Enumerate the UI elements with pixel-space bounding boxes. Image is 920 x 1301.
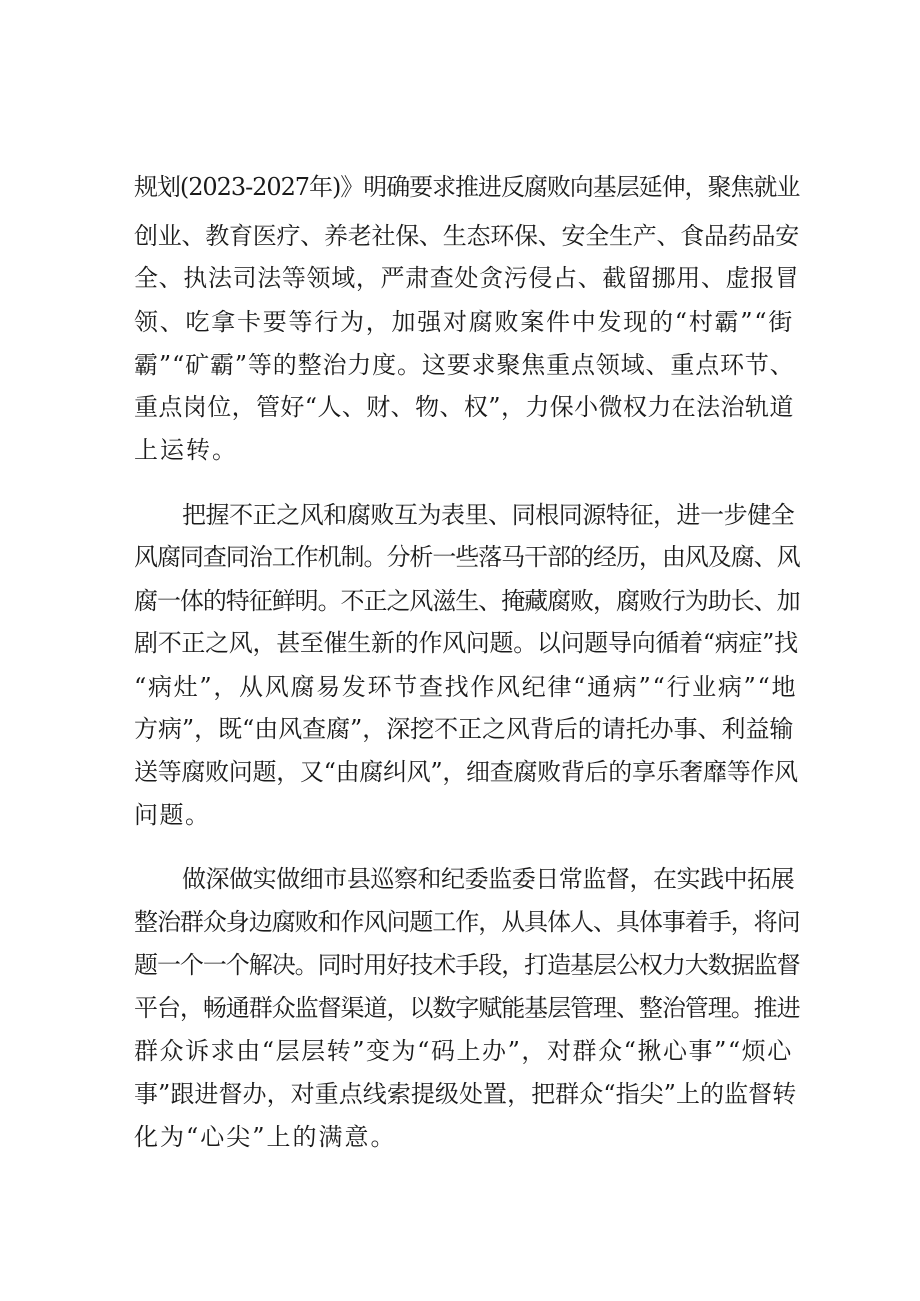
- paragraph-3-line-1: 做深做实做细市县巡察和纪委监委日常监督，在实践中拓展: [182, 865, 795, 893]
- paragraph-3-line-6: 事”跟进督办，对重点线索提级处置，把群众“指尖”上的监督转: [134, 1080, 797, 1108]
- paragraph-2-line-4: 剧不正之风，甚至催生新的作风问题。以问题导向循着“病症”找: [134, 629, 798, 657]
- paragraph-1-line-6: 重点岗位，管好“人、财、物、权”，力保小微权力在法治轨道: [134, 393, 794, 421]
- paragraph-2-line-7: 送等腐败问题，又“由腐纠风”，细查腐败背后的享乐奢靡等作风: [134, 758, 798, 786]
- paragraph-3-line-7: 化为“心尖”上的满意。: [134, 1123, 397, 1151]
- paragraph-1-line-2: 创业、教育医疗、养老社保、生态环保、安全生产、食品药品安: [134, 222, 799, 250]
- paragraph-1-line-1: 规划(2023-2027年)》明确要求推进反腐败向基层延伸，聚焦就业: [134, 173, 800, 201]
- paragraph-2-line-5: “病灶”，从风腐易发环节查找作风纪律“通病”“行业病”“地: [134, 673, 798, 701]
- paragraph-3-line-4: 平台，畅通群众监督渠道，以数字赋能基层管理、整治管理。推进: [134, 994, 800, 1022]
- paragraph-2-line-1: 把握不正之风和腐败互为表里、同根同源特征，进一步健全: [182, 501, 795, 529]
- paragraph-2-line-6: 方病”，既“由风查腐”，深挖不正之风背后的请托办事、利益输: [134, 715, 794, 743]
- paragraph-1-line-5: 霸”“矿霸”等的整治力度。这要求聚焦重点领域、重点环节、: [134, 351, 795, 379]
- paragraph-2-line-8: 问题。: [134, 801, 211, 829]
- paragraph-1-line-3: 全、执法司法等领域，严肃查处贪污侵占、截留挪用、虚报冒: [134, 264, 800, 292]
- paragraph-2-line-2: 风腐同查同治工作机制。分析一些落马干部的经历，由风及腐、风: [134, 543, 800, 571]
- paragraph-3-line-5: 群众诉求由“层层转”变为“码上办”，对群众“揪心事”“烦心: [134, 1037, 793, 1065]
- paragraph-1-line-4: 领、吃拿卡要等行为，加强对腐败案件中发现的“村霸”“街: [134, 308, 795, 336]
- paragraph-2-line-3: 腐一体的特征鲜明。不正之风滋生、掩藏腐败，腐败行为助长、加: [134, 587, 800, 615]
- paragraph-3-line-2: 整治群众身边腐败和作风问题工作，从具体人、具体事着手，将问: [134, 908, 800, 936]
- paragraph-1-line-7: 上运转。: [134, 436, 238, 464]
- paragraph-3-line-3: 题一个一个解决。同时用好技术手段，打造基层公权力大数据监督: [134, 951, 800, 979]
